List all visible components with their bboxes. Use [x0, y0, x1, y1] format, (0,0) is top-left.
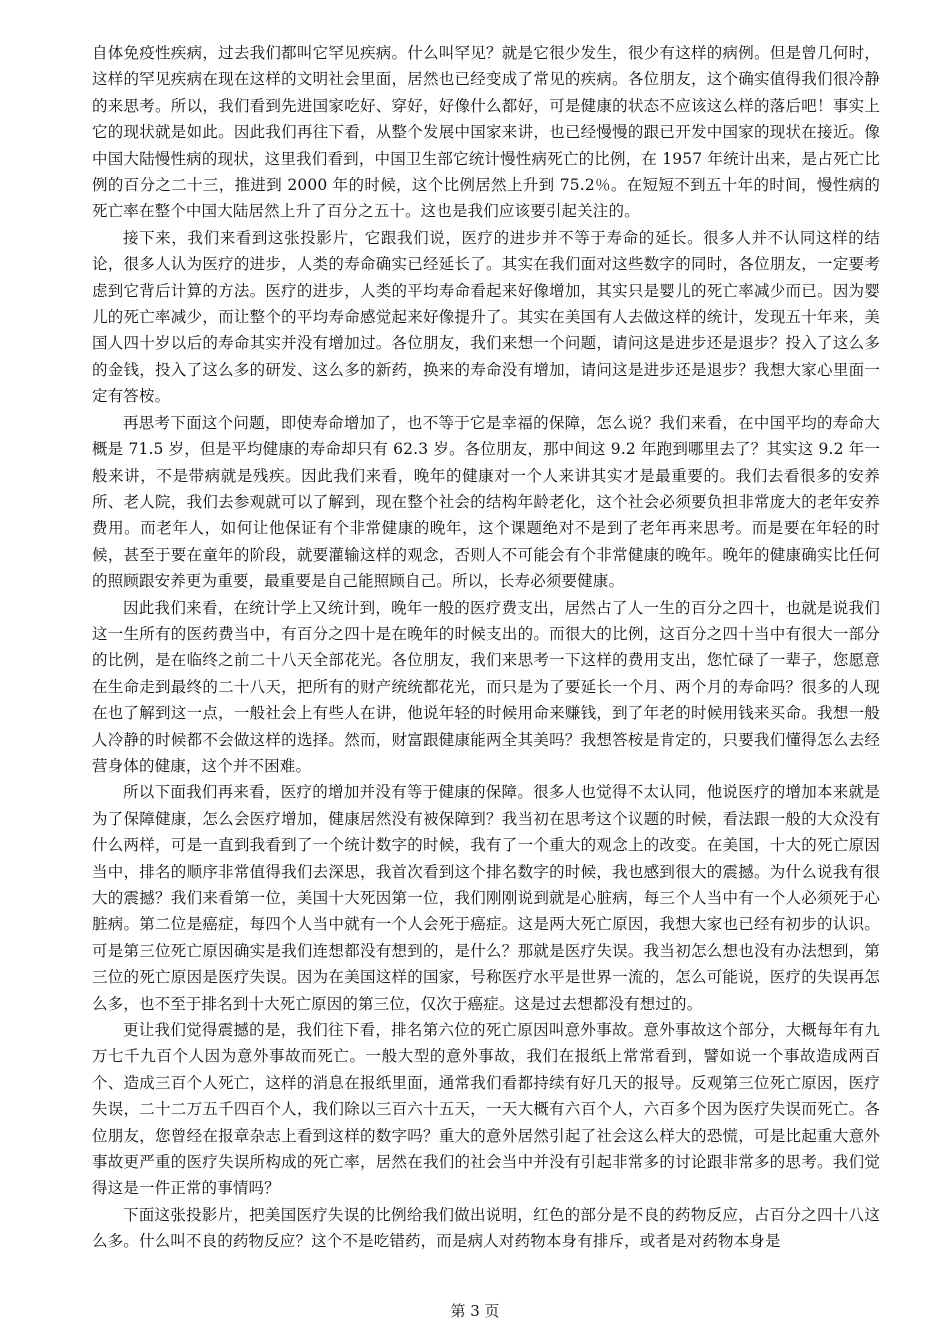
page-number: 第 3 页	[450, 1302, 500, 1320]
paragraph-3: 再思考下面这个问题，即使寿命增加了，也不等于它是幸福的保障，怎么说？我们来看，在中国平均的寿命大概是 71.5 岁，但是平均健康的寿命却只有 62.3 岁。各位朋友，那中间这 9.2 年跑到哪里去了？其实这 9.2 年一般来讲，不是带病就是残疾。因此我们来看，晚年的健康对一个人来讲其实才是最重要的。我们去看很多的安养所、老人院，我们去参观就可以了解到，现在整个社会的结构年龄老化，这个社会必须要负担非常庞大的老年安养费用。而老年人，如何让他保证有个非常健康的晚年，这个课题绝对不是到了老年再来思考。而是要在年轻的时候，甚至于要在童年的阶段，就要灌输这样的观念，否则人不可能会有个非常健康的晚年。晚年的健康确实比任何的照顾跟安养更为重要，最重要是自己能照顾自己。所以，长寿必须要健康。	[92, 413, 880, 591]
paragraph-7: 下面这张投影片，把美国医疗失误的比例给我们做出说明，红色的部分是不良的药物反应，占百分之四十八这么多。什么叫不良的药物反应？这个不是吃错药，而是病人对药物本身有排斥，或者是对药物本身是	[92, 1205, 880, 1251]
paragraph-1: 自体免疫性疾病，过去我们都叫它罕见疾病。什么叫罕见？就是它很少发生，很少有这样的病例。但是曾几何时，这样的罕见疾病在现在这样的文明社会里面，居然也已经变成了常见的疾病。各位朋友，这个确实值得我们很冷静的来思考。所以，我们看到先进国家吃好、穿好，好像什么都好，可是健康的状态不应该这么样的落后吧！事实上它的现状就是如此。因此我们再往下看，从整个发展中国家来讲，也已经慢慢的跟已开发中国家的现状在接近。像中国大陆慢性病的现状，这里我们看到，中国卫生部它统计慢性病死亡的比例，在 1957 年统计出来，是占死亡比例的百分之二十三，推进到 2000 年的时候，这个比例居然上升到 75.2％。在短短不到五十年的时间，慢性病的死亡率在整个中国大陆居然上升了百分之五十。这也是我们应该要引起关注的。	[92, 44, 880, 221]
paragraph-5: 所以下面我们再来看，医疗的增加并没有等于健康的保障。很多人也觉得不太认同，他说医疗的增加本来就是为了保障健康，怎么会医疗增加，健康居然没有被保障到？我当初在思考这个议题的时候，看法跟一般的大众没有什么两样，可是一直到我看到了一个统计数字的时候，我有了一个重大的观念上的改变。在美国，十大的死亡原因当中，排名的顺序非常值得我们去深思，我首次看到这个排名数字的时候，我也感到很大的震撼。为什么说我有很大的震撼？我们来看第一位，美国十大死因第一位，我们刚刚说到就是心脏病，每三个人当中有一个人必须死于心脏病。第二位是癌症，每四个人当中就有一个人会死于癌症。这是两大死亡原因，我想大家也已经有初步的认识。可是第三位死亡原因确实是我们连想都没有想到的，是什么？那就是医疗失误。我当初怎么想也没有办法想到，第三位的死亡原因是医疗失误。因为在美国这样的国家，号称医疗水平是世界一流的，怎么可能说，医疗的失误再怎么多，也不至于排名到十大死亡原因的第三位，仅次于癌症。这是过去想都没有想过的。	[92, 783, 880, 1013]
paragraph-4: 因此我们来看，在统计学上又统计到，晚年一般的医疗费支出，居然占了人一生的百分之四十，也就是说我们这一生所有的医药费当中，有百分之四十是在晚年的时候支出的。而很大的比例，这百分之四十当中有很大一部分的比例，是在临终之前二十八天全部花光。各位朋友，我们来思考一下这样的费用支出，您忙碌了一辈子，您愿意在生命走到最终的二十八天，把所有的财产统统都花光，而只是为了要延长一个月、两个月的寿命吗？很多的人现在也了解到这一点，一般社会上有些人在讲，他说年轻的时候用命来赚钱，到了年老的时候用钱来买命。我想一般人冷静的时候都不会做这样的选择。然而，财富跟健康能两全其美吗？我想答桉是肯定的，只要我们懂得怎么去经营身体的健康，这个并不困难。	[92, 598, 880, 775]
paragraph-2: 接下来，我们来看到这张投影片，它跟我们说，医疗的进步并不等于寿命的延长。很多人并不认同这样的结论，很多人认为医疗的进步，人类的寿命确实已经延长了。其实在我们面对这些数字的同时，各位朋友，一定要考虑到它背后计算的方法。医疗的进步，人类的平均寿命看起来好像增加，其实只是婴儿的死亡率减少而已。因为婴儿的死亡率减少，而让整个的平均寿命感觉起来好像提升了。其实在美国有人去做这样的统计，发现五十年来，美国人四十岁以后的寿命其实并没有增加过。各位朋友，我们来想一个问题，请问这是进步还是退步？投入了这么多的金钱，投入了这么多的研发、这么多的新药，换来的寿命没有增加，请问这是进步还是退步？我想大家心里面一定有答桉。	[92, 228, 880, 406]
paragraph-6: 更让我们觉得震撼的是，我们往下看，排名第六位的死亡原因叫意外事故。意外事故这个部分，大概每年有九万七千九百个人因为意外事故而死亡。一般大型的意外事故，我们在报纸上常常看到，譬如说一个事故造成两百个、造成三百个人死亡，这样的消息在报纸里面，通常我们看都持续有好几天的报导。反观第三位死亡原因，医疗失误，二十二万五千四百个人，我们除以三百六十五天，一天大概有六百个人，六百多个因为医疗失误而死亡。各位朋友，您曾经在报章杂志上看到这样的数字吗？重大的意外居然引起了社会这么样大的恐慌，可是比起重大意外事故更严重的医疗失误所构成的死亡率，居然在我们的社会当中并没有引起非常多的讨论跟非常多的思考。我们觉得这是一件正常的事情吗？	[92, 1021, 880, 1198]
document-body	[92, 40, 880, 1255]
